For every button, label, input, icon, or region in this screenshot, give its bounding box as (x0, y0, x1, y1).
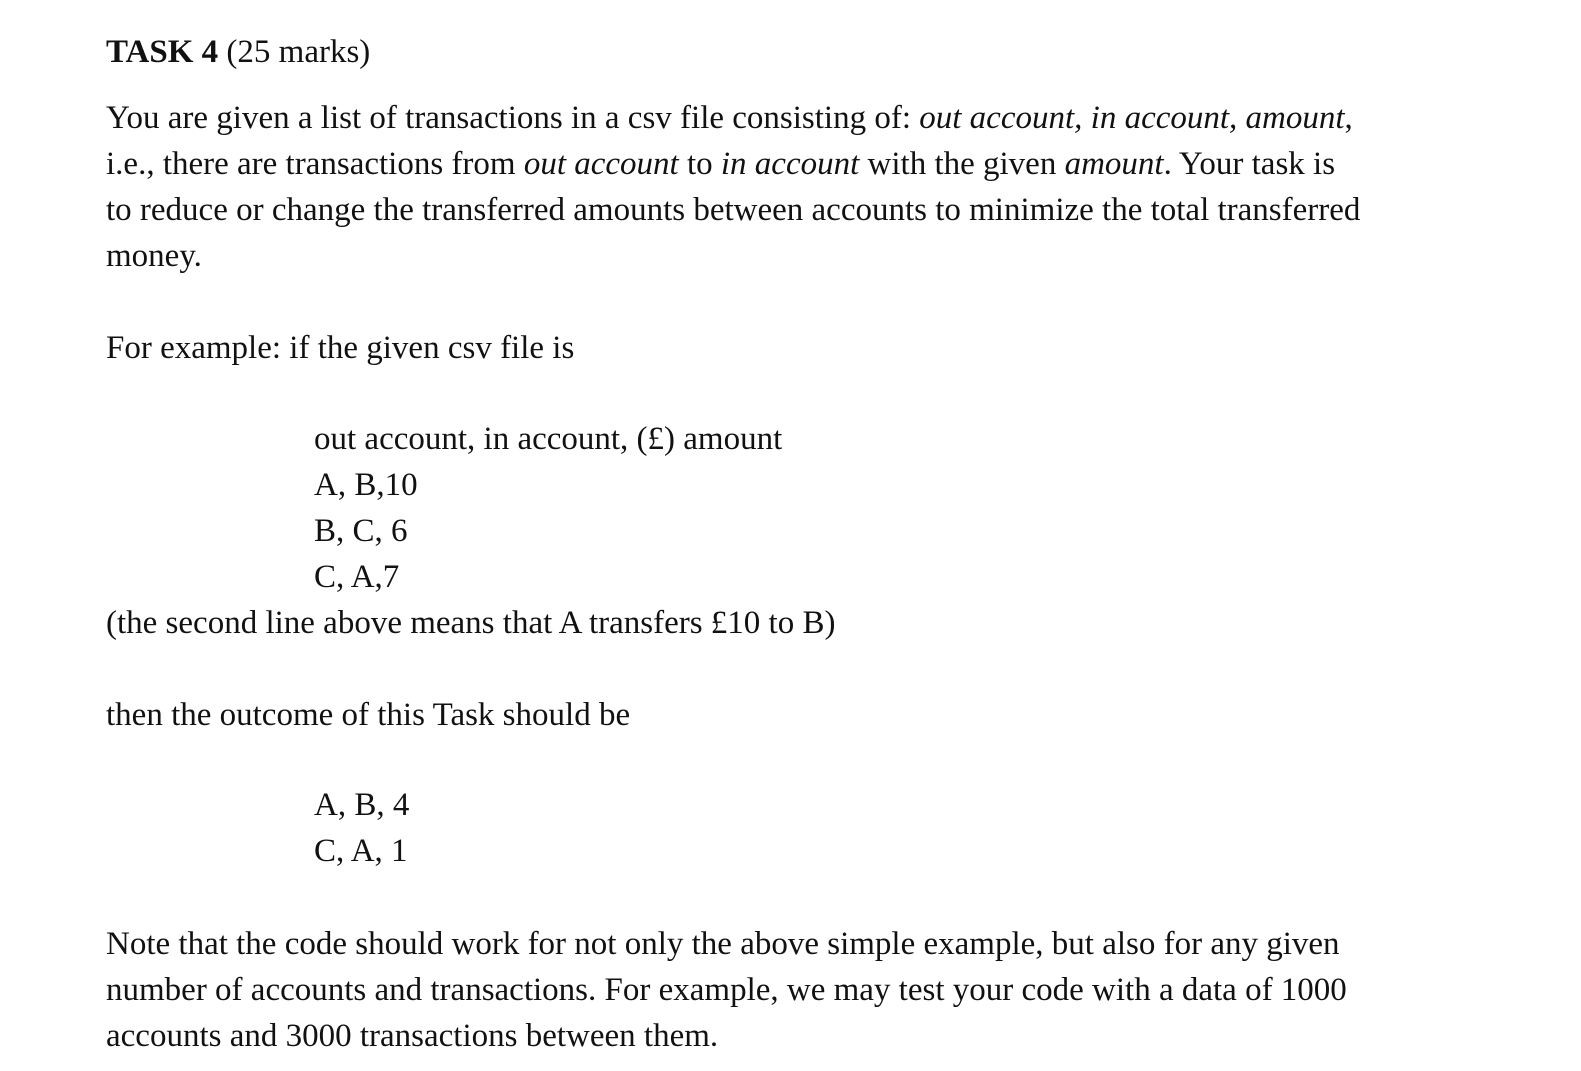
intro-line-4: money. (106, 238, 202, 274)
intro-text: i.e., there are transactions from (106, 146, 524, 182)
intro-text: . Your task is (1163, 146, 1336, 182)
intro-text: to (678, 146, 721, 182)
csv-row: B, C, 6 (314, 513, 408, 549)
csv-row: A, B,10 (314, 467, 418, 503)
intro-line-3: to reduce or change the transferred amounts between accounts to minimize the total transferred (106, 192, 1361, 228)
out-account-italic: out account (523, 146, 679, 182)
task-title-bold: TASK 4 (106, 34, 219, 70)
in-account-italic: in account (720, 146, 860, 182)
task-title-marks: (25 marks) (218, 34, 371, 70)
example-lead: For example: if the given csv file is (106, 330, 575, 366)
intro-fields-italic: out account, in account, amount (919, 100, 1345, 136)
outcome-row: A, B, 4 (314, 787, 410, 823)
task-title (106, 36, 370, 69)
example-note: (the second line above means that A transfers £10 to B) (106, 605, 836, 641)
outcome-row: C, A, 1 (314, 833, 408, 869)
closing-line-2: number of accounts and transactions. For example, we may test your code with a data of 1000 (106, 972, 1347, 1008)
closing-line-1: Note that the code should work for not only the above simple example, but also for any given (106, 926, 1340, 962)
intro-line-2 (106, 148, 1335, 181)
closing-line-3: accounts and 3000 transactions between them. (106, 1018, 719, 1054)
csv-header-line: out account, in account, (£) amount (314, 421, 783, 457)
amount-italic: amount (1064, 146, 1164, 182)
intro-text: You are given a list of transactions in a csv file consisting of: (106, 100, 920, 136)
intro-text: with the given (859, 146, 1065, 182)
intro-comma: , (1344, 100, 1353, 136)
intro-line-1 (106, 102, 1353, 135)
csv-row: C, A,7 (314, 559, 400, 595)
outcome-lead: then the outcome of this Task should be (106, 697, 631, 733)
